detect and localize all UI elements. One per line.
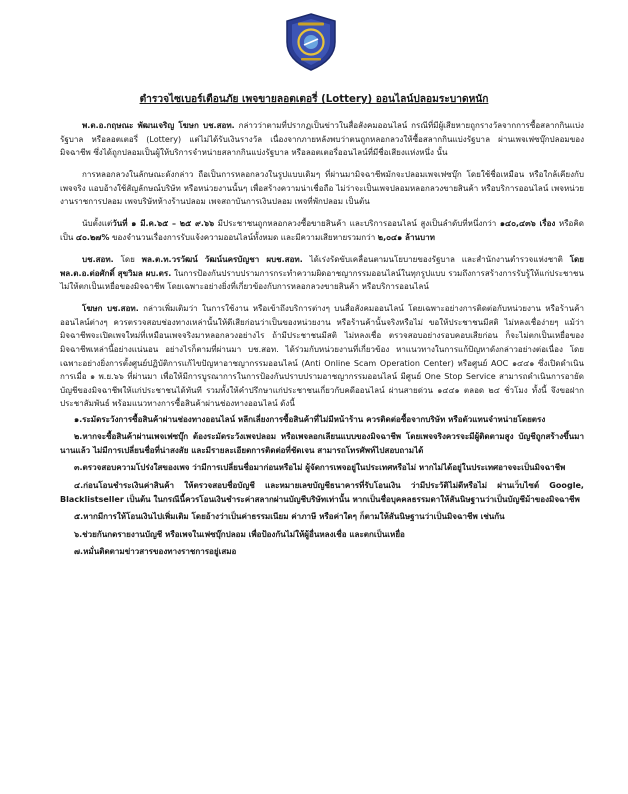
paragraph-4 — [60, 253, 584, 294]
list-item: ๑.ระมัดระวังการซื้อสินค้าผ่านช่องทางออนไลน์ หลีกเลี่ยงการซื้อสินค้าที่ไม่มีหน้าร้าน ควรติดต่อซื้อจากบริษัท หรือตัวแทนจำหน่ายโดยตรง — [74, 414, 546, 424]
p3-mid-1: มีประชาชนถูกหลอกลวงซื้อขายสินค้า และบริการออนไลน์ สูงเป็นลำดับที่หนึ่งกว่า — [214, 219, 500, 229]
p4-text-2: ได้เร่งรัดขับเคลื่อนตามนโยบายของรัฐบาล และสำนักงานตำรวจแห่งชาติ — [302, 255, 570, 265]
agency-name: บช.สอท. — [82, 255, 114, 265]
p3-mid-3: ของจำนวนเรื่องการรับแจ้งความออนไลน์ทั้งหมด และมีความเสียหายรวมกว่า — [109, 233, 378, 243]
p3-prefix: นับตั้งแต่ — [82, 219, 113, 229]
paragraph-3 — [60, 217, 584, 244]
list-item: ๒.หากจะซื้อสินค้าผ่านเพจเฟซบุ๊ก ต้องระมัดระวังเพจปลอม หรือเพจลอกเลียนแบบของมิจฉาชีพ โดยเพจจริงควรจะมีผู้ติดตามสูง บัญชีถูกสร้างขึ้นมานานแล้ว ไม่มีการเปลี่ยนชื่อที่น่าสงสัย และมีรายละเอียดการติดต่อที่ชัดเจน สามารถโทรศัพท์ไปสอบถามได้ — [60, 432, 584, 455]
police-badge-icon — [281, 12, 341, 72]
spokesperson-title: โฆษก บช.สอท. — [82, 304, 139, 314]
p4-text-1: โดย — [113, 255, 142, 265]
paragraph-2: การหลอกลวงในลักษณะดังกล่าว ถือเป็นการหลอกลวงในรูปแบบเดิมๆ ที่ผ่านมามิจฉาชีพมักจะปลอมเพจเฟซบุ๊ก โดยใช้ชื่อเหมือน หรือใกล้เคียงกับเพจจริง แอบอ้างใช้สัญลักษณ์บริษัท หรือหน่วยงานนั้นๆ เพื่อสร้างความน่าเชื่อถือ ไม่ว่าจะเป็นเพจปลอมหลอกลวงขายสินค้า หรือบริการออนไลน์ เพจหน่วยงานราชการปลอม เพจบริษัทห้างร้านปลอม เพจสถาบันการเงินปลอม เพจที่พักปลอม เป็นต้น — [60, 170, 584, 207]
paragraph-1-text: กล่าวว่าตามที่ปรากฏเป็นข่าวในสื่อสังคมออนไลน์ กรณีที่มีผู้เสียหายถูกรางวัลจากการซื้อสลากกินแบ่งรัฐบาล หรือลอตเตอรี่ (Lottery) แต่ไม่ได้รับเงินรางวัล เนื่องจากภายหลังพบว่าตนถูกหลอกลวงให้ซื้อสลากกินแบ่งรัฐบาล ผ่านเพจเฟซบุ๊กปลอมของมิจฉาชีพ ซึ่งได้ถูกปลอมเป็นผู้ให้บริการจำหน่ายสลากกินแบ่งรัฐบาล หรือลอตเตอรี่ออนไลน์ที่มีชื่อเสียงแห่งหนึ่ง นั้น — [60, 121, 584, 158]
list-item: ๓.ตรวจสอบความโปร่งใสของเพจ ว่ามีการเปลี่ยนชื่อมาก่อนหรือไม่ ผู้จัดการเพจอยู่ในประเทศหรือไม่ หากไม่ได้อยู่ในประเทศอาจจะเป็นมิจฉาชีพ — [74, 463, 566, 473]
list-item: ๕.หากมีการให้โอนเงินไปเพิ่มเติม โดยอ้างว่าเป็นค่าธรรมเนียม ค่าภาษี หรือค่าใดๆ ก็ตามให้สันนิษฐานว่าเป็นมิจฉาชีพ เช่นกัน — [74, 512, 505, 522]
list-item: ๔.ก่อนโอนชำระเงินค่าสินค้า ให้ตรวจสอบชื่อบัญชี และหมายเลขบัญชีธนาคารที่รับโอนเงิน ว่ามีประวัติไม่ดีหรือไม่ ผ่านเว็บไซต์ Google, Blacklistseller เป็นต้น ในกรณีนี้ควรโอนเงินชำระค่าสลากผ่านบัญชีบริษัทเท่านั้น หากเป็นชื่อบุคคลธรรมดาให้สันนิษฐานว่าเป็นบัญชีม้าของมิจฉาชีพ — [60, 480, 584, 504]
police-chief-name: โดย พล.ต.อ.ต่อศักดิ์ สุขวิมล ผบ.ตร. — [60, 255, 584, 278]
article-body — [60, 119, 584, 563]
p3-mid-2: หรือคิดเป็น — [60, 219, 584, 243]
list-item: ๗.หมั่นติดตามข่าวสารของทางราชการอยู่เสมอ — [74, 547, 237, 557]
paragraph-5-text: กล่าวเพิ่มเติมว่า ในการใช้งาน หรือเข้าถึงบริการต่างๆ บนสื่อสังคมออนไลน์ โดยเฉพาะอย่างการติดต่อกับหน่วยงาน หรือร้านค้าออนไลน์ต่างๆ ควรตรวจสอบช่องทางเหล่านั้นให้ดีเสียก่อนว่าเป็นของหน่วยงาน หรือร้านค้านั้นจริงหรือไม่ ขอให้ประชาชนมีสติ ไม่หลงเชื่อง่ายๆ แม้ว่ามิจฉาชีพจะเปิดเพจใหม่ที่เหมือนเพจจริงมาหลอกลวงอย่างไร ถ้ามีประชาชนมีสติ ไม่หลงเชื่อ ตรวจสอบอย่างรอบคอบเสียก่อน ก็จะไม่ตกเป็นเหยื่อของมิจฉาชีพเหล่านี้อย่างแน่นอน อย่างไรก็ตามที่ผ่านมา บช.สอท. ได้ร่วมกับหน่วยงานที่เกี่ยวข้อง หาแนวทางในการแก้ปัญหาดังกล่าวอย่างต่อเนื่อง โดยเฉพาะอย่างยิ่งการตั้งศูนย์ปฏิบัติการแก้ไขปัญหาอาชญากรรมออนไลน์ (Anti Online Scam Operation Center) หรือศูนย์ AOC ๑๔๔๑ ซึ่งเปิดดำเนินการเมื่อ ๑ พ.ย.๖๖ ที่ผ่านมา เพื่อให้มีการบูรณาการในการป้องกันปราบปรามอาชญากรรมออนไลน์ มีศูนย์ One Stop Service สามารถดำเนินการอายัดบัญชีของมิจฉาชีพให้แก่ประชาชนได้ทันที รวมทั้งให้คำปรึกษาแก่ประชาชนเกี่ยวกับคดีออนไลน์ ผ่านสายด่วน ๑๔๔๑ ตลอด ๒๔ ชั่วโมง ทั้งนี้ จึงขอฝากประชาสัมพันธ์ พร้อมแนวทางการซื้อสินค้าผ่านช่องทางออนไลน์ ดังนี้ — [60, 304, 584, 409]
paragraph-1 — [60, 119, 584, 160]
page-title: ตำรวจไซเบอร์เตือนภัย เพจขายลอตเตอรี่ (Lottery) ออนไลน์ปลอมระบาดหนัก — [139, 94, 489, 105]
spokesperson-name: พ.ต.อ.กฤษณะ พัฒนเจริญ โฆษก บช.สอท. — [82, 121, 235, 130]
stat-cases: ๑๔๐,๔๓๖ เรื่อง — [499, 219, 556, 229]
p4-text-3: ในการป้องกันปราบปรามการกระทำความผิดอาชญากรรมออนไลน์ในทุกรูปแบบ รวมถึงการสร้างการรับรู้ให้แก่ประชาชนไม่ให้ตกเป็นเหยื่อของมิจฉาชีพ โดยเฉพาะอย่างยิ่งที่เกี่ยวข้องกับการหลอกลวงขายสินค้า หรือบริการออนไลน์ — [60, 268, 584, 292]
stat-percent: ๔๐.๒๗% — [75, 233, 110, 243]
safety-tips-list — [60, 413, 584, 559]
paragraph-5 — [60, 302, 584, 410]
list-item: ๖.ช่วยกันกดรายงานบัญชี หรือเพจในเฟซบุ๊กปลอม เพื่อป้องกันไม่ให้ผู้อื่นหลงเชื่อ และตกเป็นเหยื่อ — [74, 529, 405, 539]
stat-damage: ๒,๐๔๑ ล้านบาท — [377, 233, 435, 243]
commander-name: พล.ต.ท.วรวัฒน์ วัฒน์นครบัญชา ผบช.สอท. — [141, 255, 303, 265]
stat-period: วันที่ ๑ มี.ค.๖๕ – ๒๕ ๙.๖๖ — [112, 219, 215, 229]
